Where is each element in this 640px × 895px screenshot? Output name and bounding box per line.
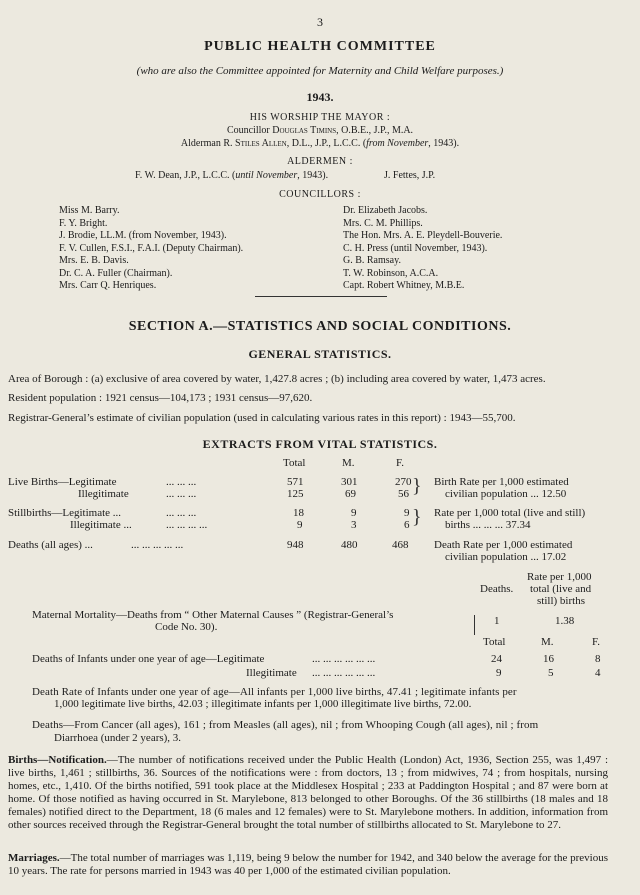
deaths-causes-line-2: Diarrhoea (under 2 years), 3. — [54, 732, 182, 744]
councillor-item: J. Brodie, LL.M. (from November, 1943). — [59, 230, 227, 241]
infant-header-m: M. — [541, 636, 554, 648]
col-header-total: Total — [283, 457, 306, 469]
infant-row-label: Illegitimate — [246, 667, 297, 679]
maternal-rate-header-2: total (live and — [530, 583, 592, 595]
committee-subtitle: (who are also the Committee appointed for Maternity and Child Welfare purposes.) — [136, 65, 504, 77]
row-label: Live Births—Legitimate — [8, 476, 117, 488]
section-subtitle: GENERAL STATISTICS. — [248, 347, 392, 361]
birth-rate-line-1: Birth Rate per 1,000 estimated — [434, 476, 569, 488]
cell-m: 69 — [345, 488, 356, 500]
committee-title: PUBLIC HEALTH COMMITTEE — [204, 39, 436, 54]
col-header-m: M. — [342, 457, 355, 469]
row-dots: ... ... ... ... — [166, 519, 208, 531]
page-number: 3 — [317, 15, 323, 29]
maternal-deaths-header: Deaths. — [480, 583, 514, 595]
infant-cell-total: 9 — [496, 667, 502, 679]
col-header-f: F. — [396, 457, 404, 469]
cell-m: 9 — [351, 507, 357, 519]
births-notification-paragraph: Births—Notification.—The number of notifications received under the Public Health (London) Act, 1936, Section 255, was 1,497 : live births, 1,461 ; stillbirths, 36. Sources of the notifications were : from doctors, 13 ; from midwives, 74 ; from hospitals, nursing homes, etc., 1,410. Of the births notified, 591 took place at the Middlesex Hospital ; 233 at Paddington Hospital ; and 87 were born at home. Of those notified as having occurred in St. Marylebone, 813 belonged to other Boroughs. Of the 36 stillbirths (18 males and 18 females) notified direct to the Department, 18 (6 males and 12 females) were to St. Marylebone mothers. In addition, information from other sources received through the Registrar-General brought the total number of stillbirths allocated to St. Marylebone to 27. — [8, 754, 608, 831]
mayor-line-2: Alderman R. Stiles Allen, D.L., J.P., L.C.C. (from November, 1943). — [180, 138, 460, 149]
row-dots: ... ... ... — [166, 507, 197, 519]
section-title: SECTION A.—STATISTICS AND SOCIAL CONDITIONS. — [128, 319, 512, 334]
row-label: Illegitimate — [78, 488, 129, 500]
alderman-left: F. W. Dean, J.P., L.C.C. (until November, 1943). — [135, 170, 329, 181]
councillor-item: Dr. C. A. Fuller (Chairman). — [59, 267, 173, 279]
cell-total: 18 — [293, 507, 304, 519]
row-dots: ... ... ... ... ... — [131, 539, 184, 551]
mayor-heading: HIS WORSHIP THE MAYOR : — [249, 112, 391, 123]
row-dots: ... ... ... — [166, 476, 197, 488]
cell-m: 301 — [341, 476, 358, 488]
cell-f: 9 — [404, 507, 410, 519]
birth-rate-line-2: civilian population ... 12.50 — [445, 488, 567, 500]
infant-cell-total: 24 — [491, 653, 502, 665]
infant-row-label: Deaths of Infants under one year of age—Legitimate — [32, 653, 265, 665]
councillor-item: Mrs. E. B. Davis. — [59, 255, 129, 266]
cell-f: 56 — [398, 488, 409, 500]
section-divider — [255, 296, 387, 297]
population-line: Resident population : 1921 census—104,173 ; 1931 census—97,620. — [8, 392, 313, 404]
brace-stillbirths: } — [412, 506, 422, 528]
councillor-item: F. Y. Bright. — [59, 217, 108, 229]
councillor-item: Mrs. C. M. Phillips. — [343, 217, 423, 229]
row-label: Stillbirths—Legitimate ... — [8, 507, 122, 519]
councillor-item: T. W. Robinson, A.C.A. — [343, 267, 439, 279]
councillor-item: The Hon. Mrs. A. E. Pleydell-Bouverie. — [343, 230, 503, 241]
maternal-deaths: 1 — [494, 615, 500, 627]
infant-header-total: Total — [483, 636, 506, 648]
aldermen-heading: ALDERMEN : — [287, 156, 353, 167]
infant-rate-line-1: Death Rate of Infants under one year of age—All infants per 1,000 live births, 47.41 ; legitimate infants per — [32, 686, 517, 698]
cell-f: 468 — [392, 539, 409, 551]
cell-m: 3 — [351, 519, 357, 531]
maternal-separator — [474, 615, 475, 635]
cell-f: 6 — [404, 519, 410, 531]
death-rate-line-2: civilian population ... 17.02 — [445, 551, 567, 563]
infant-row-dots: ... ... ... ... ... ... — [312, 653, 376, 665]
infant-cell-f: 8 — [595, 653, 601, 665]
councillor-item: Dr. Elizabeth Jacobs. — [343, 205, 428, 216]
councillors-heading: COUNCILLORS : — [279, 189, 361, 200]
councillor-item: C. H. Press (until November, 1943). — [343, 242, 488, 254]
cell-total: 9 — [297, 519, 303, 531]
area-line: Area of Borough : (a) exclusive of area covered by water, 1,427.8 acres ; (b) including area covered by water, 1,473 acres. — [8, 373, 546, 385]
councillor-item: Mrs. Carr Q. Henriques. — [59, 280, 157, 291]
maternal-line-1: Maternal Mortality—Deaths from “ Other Maternal Causes ” (Registrar-General’s — [32, 609, 394, 621]
cell-total: 125 — [287, 488, 304, 500]
alderman-right: J. Fettes, J.P. — [384, 170, 436, 181]
year-heading: 1943. — [306, 90, 334, 104]
registrar-line: Registrar-General’s estimate of civilian population (used in calculating various rates in this report) : 1943—55,700. — [8, 412, 516, 424]
mayor-line-1: Councillor Douglas Timins, O.B.E., J.P., M.A. — [226, 125, 414, 136]
maternal-line-2: Code No. 30). — [155, 621, 218, 633]
maternal-rate-header-3: still) births — [537, 595, 585, 607]
row-dots: ... ... ... — [166, 488, 197, 500]
councillors-right-list — [343, 205, 502, 293]
councillor-item: Miss M. Barry. — [59, 205, 120, 216]
infant-cell-m: 5 — [548, 667, 554, 679]
marriages-paragraph: Marriages.—The total number of marriages was 1,119, being 9 below the number for 1942, and 340 below the average for the previous 10 years. The rate for persons married in 1943 was 40 per 1,000 of the estimated civilian population. — [8, 852, 608, 877]
marriages-heading: Marriages. — [8, 852, 60, 864]
death-rate-line-1: Death Rate per 1,000 estimated — [434, 539, 573, 551]
cell-total: 948 — [287, 539, 304, 551]
infant-rate-line-2: 1,000 legitimate live births, 42.03 ; illegitimate infants per 1,000 illegitimate live births, 72.00. — [54, 698, 472, 710]
still-rate-line-2: births ... ... ... 37.34 — [445, 519, 531, 531]
row-label: Deaths (all ages) ... — [8, 539, 93, 551]
councillor-item: Capt. Robert Whitney, M.B.E. — [343, 280, 465, 291]
cell-total: 571 — [287, 476, 304, 488]
infant-header-f: F. — [592, 636, 600, 648]
councillors-left-list — [59, 205, 243, 293]
still-rate-line-1: Rate per 1,000 total (live and still) — [434, 507, 586, 519]
cell-f: 270 — [395, 476, 412, 488]
maternal-rate: 1.38 — [555, 615, 575, 627]
cell-m: 480 — [341, 539, 358, 551]
infant-cell-m: 16 — [543, 653, 554, 665]
births-heading: Births—Notification. — [8, 754, 107, 766]
deaths-causes-line-1: Deaths—From Cancer (all ages), 161 ; from Measles (all ages), nil ; from Whooping Cough (all ages), nil ; from — [32, 719, 539, 731]
extracts-title: EXTRACTS FROM VITAL STATISTICS. — [202, 437, 438, 451]
councillor-item: F. V. Cullen, F.S.I., F.A.I. (Deputy Chairman). — [59, 242, 244, 254]
infant-cell-f: 4 — [595, 667, 601, 679]
brace-births: } — [412, 475, 422, 497]
councillor-item: G. B. Ramsay. — [343, 255, 401, 266]
maternal-rate-header-1: Rate per 1,000 — [527, 571, 592, 583]
row-label: Illegitimate ... — [70, 519, 132, 531]
infant-row-dots: ... ... ... ... ... ... — [312, 667, 376, 679]
